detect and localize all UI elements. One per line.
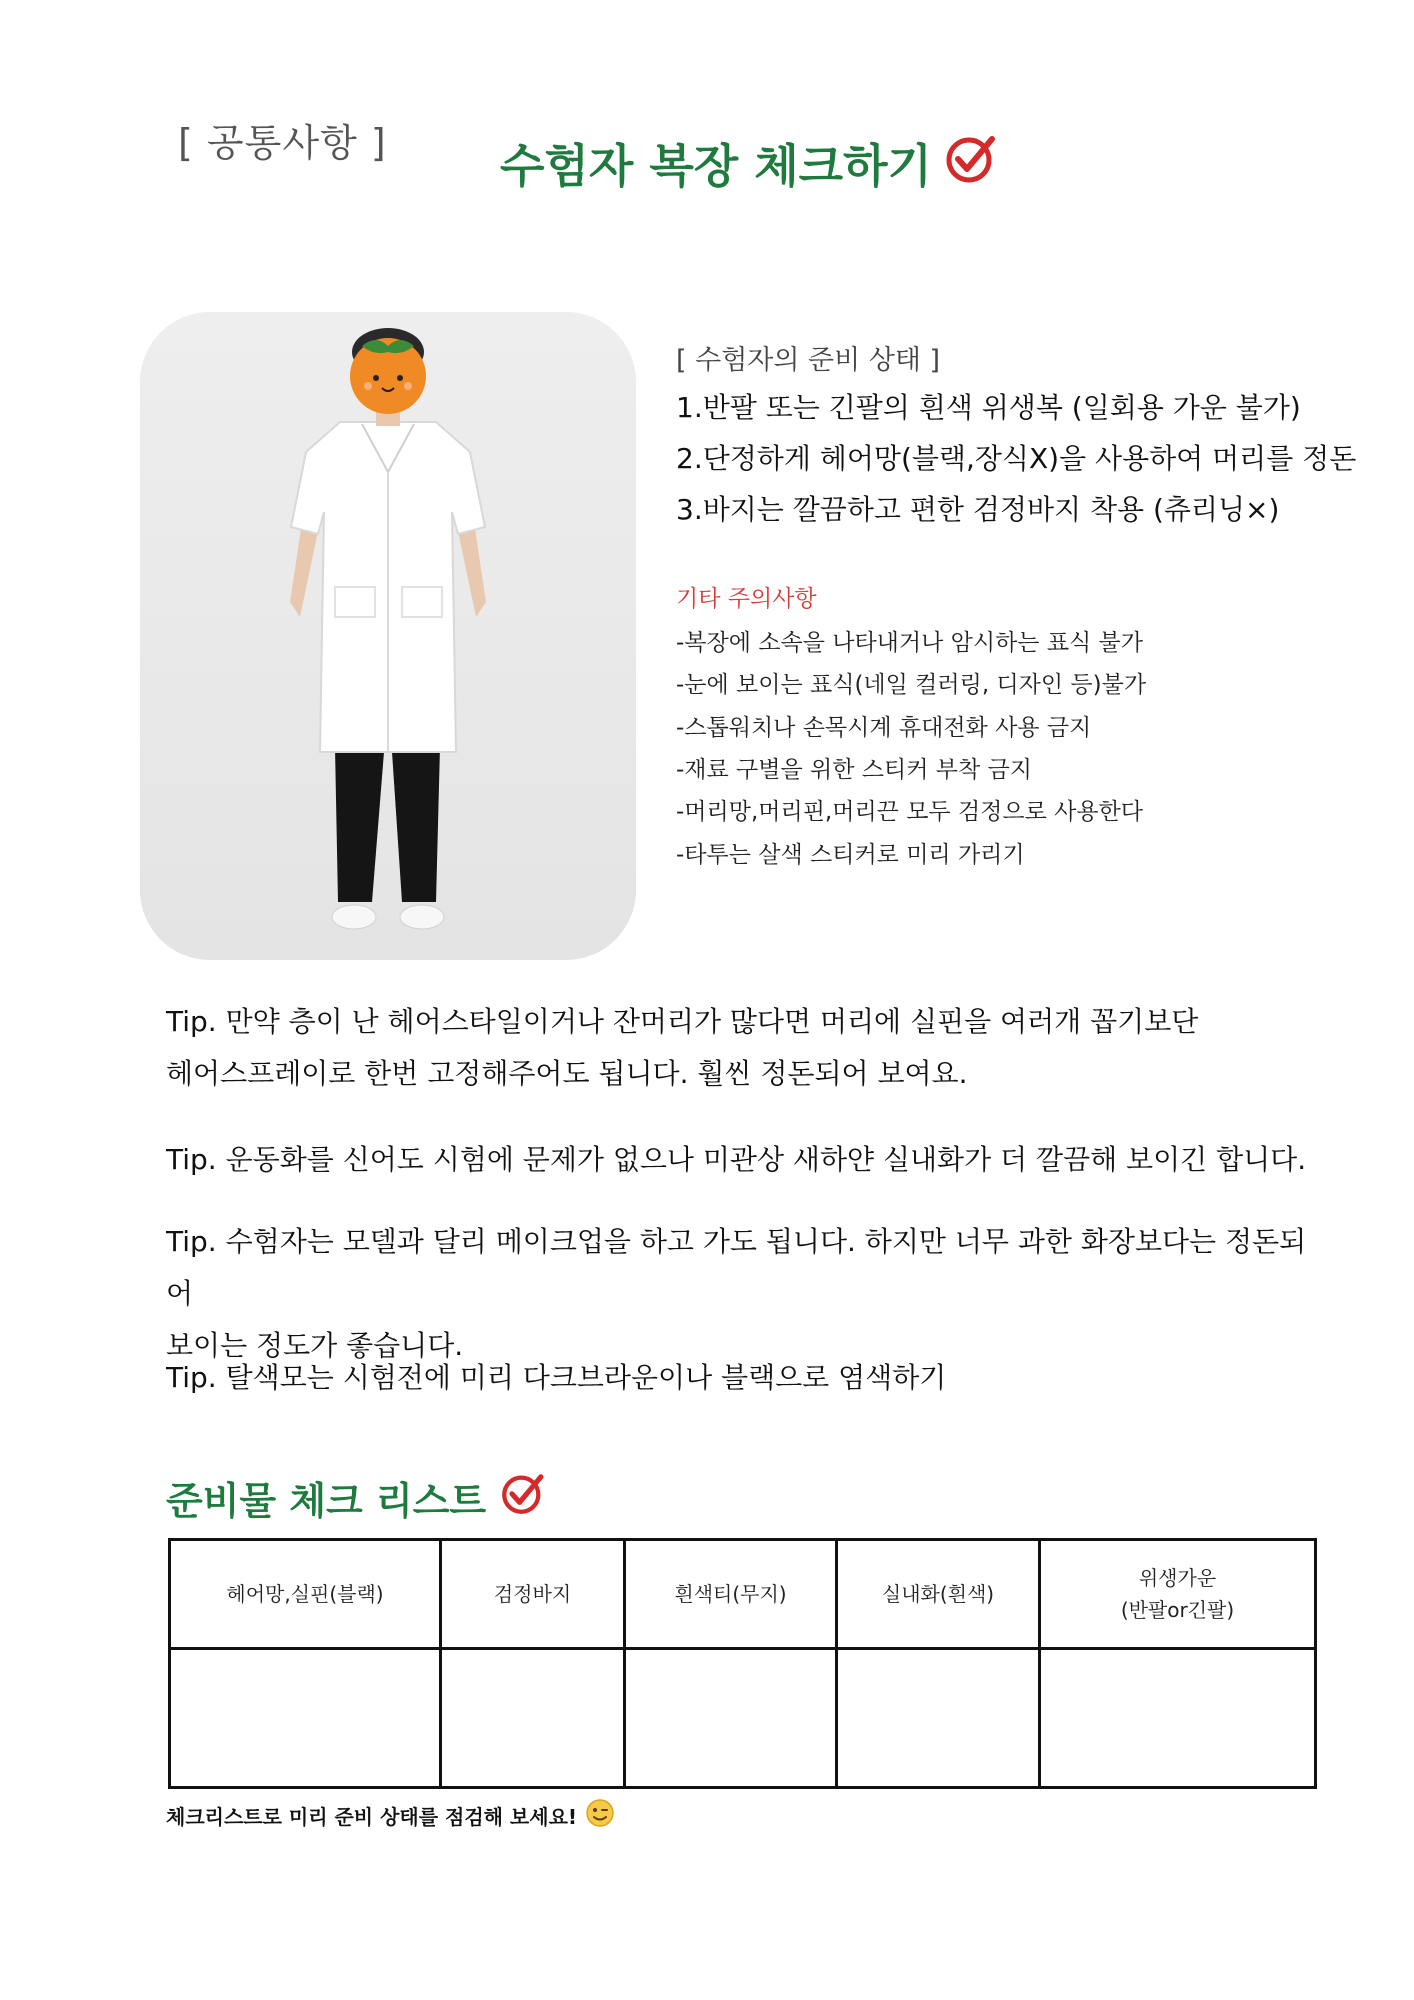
note-item: -머리망,머리핀,머리끈 모두 검정으로 사용한다 <box>676 799 1143 825</box>
checklist-column-header <box>837 1540 1040 1649</box>
checklist-column-header <box>441 1540 625 1649</box>
page-title <box>500 130 998 196</box>
tip-line: Tip. 수험자는 모델과 달리 메이크업을 하고 가도 됩니다. 하지만 너무 과한 화장보다는 정돈되어 <box>166 1225 1307 1310</box>
note-item: -재료 구별을 위한 스티커 부착 금지 <box>676 757 1032 783</box>
model-photo <box>140 312 636 960</box>
note-item: -눈에 보이는 표식(네일 컬러링, 디자인 등)불가 <box>676 672 1147 698</box>
checklist-check-cell[interactable] <box>1040 1649 1316 1788</box>
column-label-sub: (반팔or긴팔) <box>1120 1598 1235 1622</box>
prep-item: 3.바지는 깔끔하고 편한 검정바지 착용 (츄리닝×) <box>676 493 1280 526</box>
winking-face-icon <box>585 1798 615 1833</box>
checklist-table <box>168 1538 1317 1789</box>
check-circle-icon <box>944 131 998 196</box>
column-label: 헤어망,실핀(블랙) <box>226 1582 384 1606</box>
prep-item: 1.반팔 또는 긴팔의 흰색 위생복 (일회용 가운 불가) <box>676 391 1301 424</box>
check-circle-icon <box>500 1470 546 1525</box>
checklist-column-header <box>170 1540 441 1649</box>
column-label: 실내화(흰색) <box>881 1582 995 1606</box>
section-tag: [ 공통사항 ] <box>178 121 387 165</box>
checklist-check-cell[interactable] <box>837 1649 1040 1788</box>
checklist-title <box>166 1470 546 1525</box>
tip-line: 헤어스프레이로 한번 고정해주어도 됩니다. 훨씬 정돈되어 보여요. <box>166 1057 968 1090</box>
tip-paragraph <box>166 1216 1316 1372</box>
tip-line: 보이는 정도가 좋습니다. <box>166 1329 464 1362</box>
tip-line: Tip. 만약 층이 난 헤어스타일이거나 잔머리가 많다면 머리에 실핀을 여러개 꼽기보단 <box>166 1005 1199 1038</box>
prep-heading: [ 수험자의 준비 상태 ] <box>676 345 941 376</box>
checklist-title-text: 준비물 체크 리스트 <box>166 1479 487 1523</box>
note-item: -스톱워치나 손목시계 휴대전화 사용 금지 <box>676 715 1092 741</box>
tip-line: Tip. 운동화를 신어도 시험에 문제가 없으나 미관상 새하얀 실내화가 더 깔끔해 보이긴 합니다. <box>166 1143 1307 1176</box>
tip-line: Tip. 탈색모는 시험전에 미리 다크브라운이나 블랙으로 염색하기 <box>166 1361 947 1394</box>
checklist-check-row <box>170 1649 1316 1788</box>
prep-item: 2.단정하게 헤어망(블랙,장식X)을 사용하여 머리를 정돈 <box>676 442 1357 475</box>
footer-note <box>166 1798 615 1833</box>
column-label: 흰색티(무지) <box>674 1582 787 1606</box>
checklist-check-cell[interactable] <box>170 1649 441 1788</box>
checklist-header-row <box>170 1540 1316 1649</box>
checklist-check-cell[interactable] <box>441 1649 625 1788</box>
tip-paragraph <box>166 1134 1316 1186</box>
footer-note-text: 체크리스트로 미리 준비 상태를 점검해 보세요! <box>166 1805 578 1829</box>
tip-paragraph <box>166 996 1316 1100</box>
tip-paragraph <box>166 1352 1316 1404</box>
note-item: -복장에 소속을 나타내거나 암시하는 표식 불가 <box>676 630 1143 656</box>
checklist-column-header <box>1040 1540 1316 1649</box>
notes-heading: 기타 주의사항 <box>676 586 817 612</box>
page-title-text: 수험자 복장 체크하기 <box>500 139 932 193</box>
column-label: 위생가운 <box>1138 1566 1217 1590</box>
checklist-check-cell[interactable] <box>625 1649 837 1788</box>
column-label: 검정바지 <box>493 1582 572 1606</box>
checklist-column-header <box>625 1540 837 1649</box>
note-item: -타투는 살색 스티커로 미리 가리기 <box>676 842 1025 868</box>
